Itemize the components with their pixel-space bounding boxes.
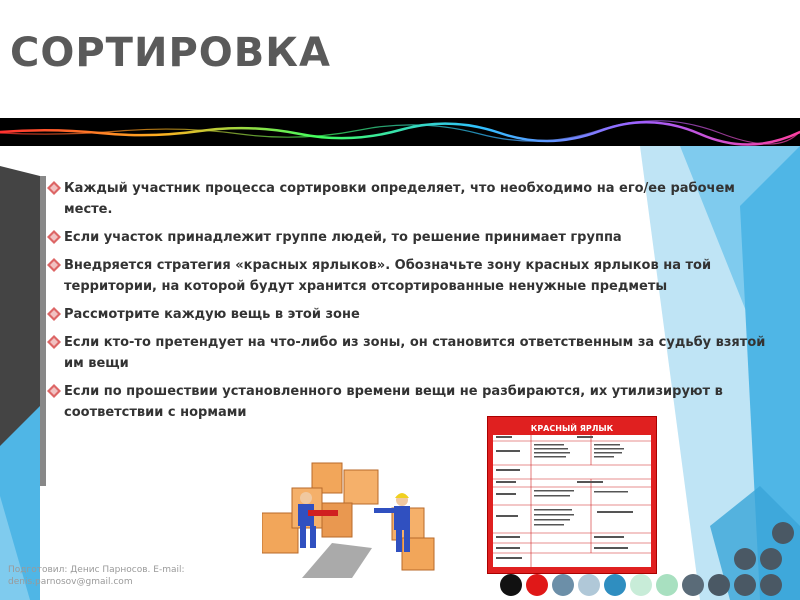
diamond-bullet-icon xyxy=(46,257,62,273)
bullet-text: Если кто-то претендует на что-либо из зоны, он становится ответственным за судьбу взятой им вещи xyxy=(64,335,766,371)
dot xyxy=(772,522,794,544)
boxes-workers-illustration xyxy=(262,458,442,578)
list-item xyxy=(46,227,776,248)
bullet-list xyxy=(46,178,776,430)
list-item xyxy=(46,255,776,297)
dot xyxy=(760,548,782,570)
list-item xyxy=(46,332,776,374)
diamond-bullet-icon xyxy=(46,306,62,322)
dot xyxy=(682,574,704,596)
dot xyxy=(552,574,574,596)
list-item xyxy=(46,304,776,325)
diamond-bullet-icon xyxy=(46,229,62,245)
dot xyxy=(734,548,756,570)
slide-title: СОРТИРОВКА xyxy=(10,30,331,76)
footer-email: denis.parnosov@gmail.com xyxy=(8,577,133,587)
bullet-text: Каждый участник процесса сортировки определяет, что необходимо на его/ее рабочем месте. xyxy=(64,181,735,217)
red-tag-card xyxy=(487,416,657,574)
footer-line: Подготовил: Денис Парносов. E-mail: xyxy=(8,565,185,575)
form-lines-graphic xyxy=(493,435,651,567)
bullet-text: Рассмотрите каждую вещь в этой зоне xyxy=(64,307,360,322)
dot xyxy=(604,574,626,596)
diamond-bullet-icon xyxy=(46,383,62,399)
list-item xyxy=(46,178,776,220)
dot xyxy=(760,574,782,596)
diamond-bullet-icon xyxy=(46,334,62,350)
bullet-text: Внедряется стратегия «красных ярлыков». Обозначьте зону красных ярлыков на той территории, на которой будут хранится отсортированные ненужные предметы xyxy=(64,258,712,294)
bullet-text: Если по прошествии установленного времени вещи не разбираются, их утилизируют в соответствии с нормами xyxy=(64,384,723,420)
list-item xyxy=(46,381,776,423)
dot xyxy=(734,574,756,596)
dot xyxy=(708,574,730,596)
dot xyxy=(578,574,600,596)
dot xyxy=(630,574,652,596)
dot xyxy=(526,574,548,596)
dot xyxy=(656,574,678,596)
dot xyxy=(500,574,522,596)
footer-credit xyxy=(8,564,185,588)
bullet-text: Если участок принадлежит группе людей, то решение принимает группа xyxy=(64,230,622,245)
red-tag-form xyxy=(493,435,651,567)
spectrum-wave-graphic xyxy=(0,118,800,146)
diamond-bullet-icon xyxy=(46,180,62,196)
decorative-band xyxy=(0,118,800,146)
red-tag-title: КРАСНЫЙ ЯРЛЫК xyxy=(504,423,640,435)
